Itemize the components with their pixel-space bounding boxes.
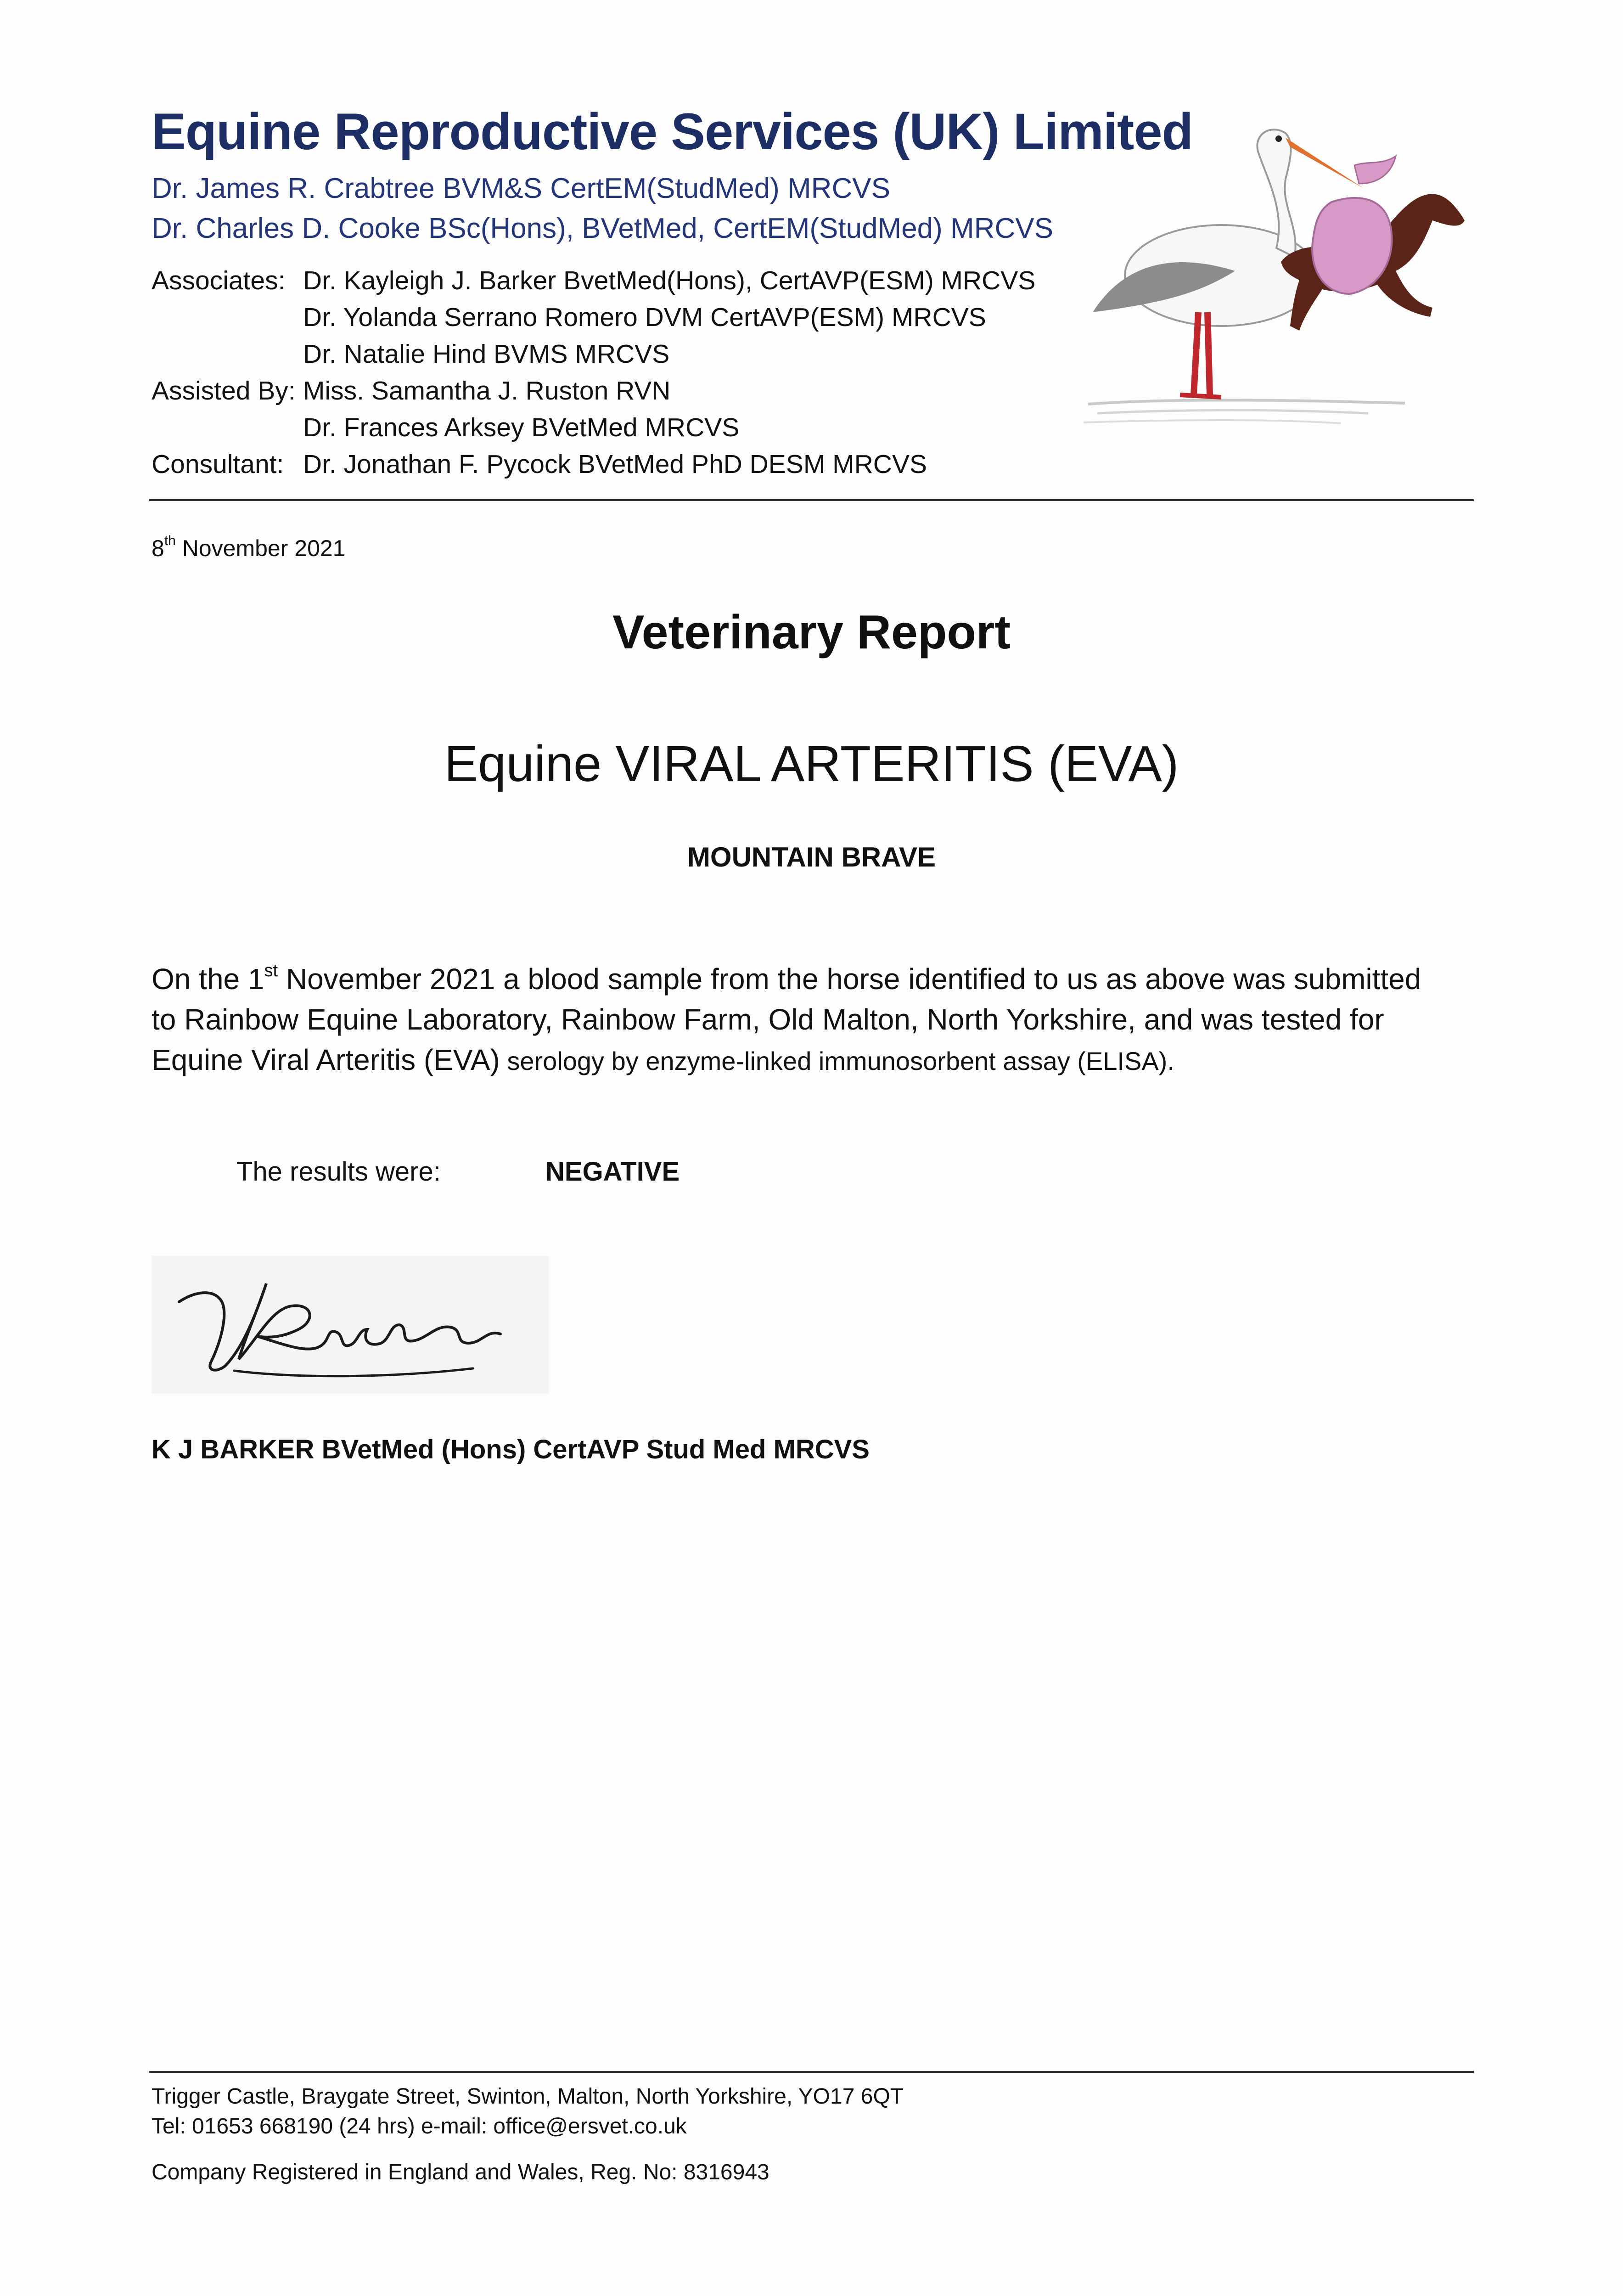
- body-line-1-start: On the 1: [152, 962, 264, 996]
- associate-3: Dr. Natalie Hind BVMS MRCVS: [303, 339, 670, 369]
- body-line-3-start: Equine Viral Arteritis (EVA): [152, 1043, 500, 1076]
- associate-2: Dr. Yolanda Serrano Romero DVM CertAVP(ESM) MRCVS: [303, 303, 986, 332]
- date-rest: November 2021: [175, 535, 346, 561]
- assistant-1: Miss. Samantha J. Ruston RVN: [303, 376, 671, 405]
- date-suffix: th: [164, 533, 176, 548]
- consultant-name: Dr. Jonathan F. Pycock BVetMed PhD DESM MRCVS: [303, 450, 927, 479]
- stork-foal-logo: [1084, 110, 1474, 441]
- date-day: 8: [152, 535, 164, 561]
- company-name: Equine Reproductive Services (UK) Limited: [152, 103, 1193, 160]
- body-line-3-end: serology by enzyme-linked immunosorbent assay (ELISA).: [500, 1047, 1174, 1075]
- associate-1: Dr. Kayleigh J. Barker BvetMed(Hons), CertAVP(ESM) MRCVS: [303, 266, 1036, 295]
- body-line-3: [152, 1040, 1483, 1081]
- header-divider: [149, 499, 1474, 501]
- results-value: NEGATIVE: [545, 1157, 680, 1187]
- footer-contact: Tel: 01653 668190 (24 hrs) e-mail: office@ersvet.co.uk: [152, 2114, 687, 2138]
- report-body: [152, 959, 1483, 1081]
- partner-line-2: Dr. Charles D. Cooke BSc(Hons), BVetMed, CertEM(StudMed) MRCVS: [152, 213, 1053, 244]
- footer-address: Trigger Castle, Braygate Street, Swinton, Malton, North Yorkshire, YO17 6QT: [152, 2084, 904, 2109]
- report-title: Veterinary Report: [612, 606, 1011, 659]
- horse-name: MOUNTAIN BRAVE: [687, 842, 936, 872]
- partner-line-1: Dr. James R. Crabtree BVM&S CertEM(StudMed) MRCVS: [152, 173, 890, 204]
- footer-registration: Company Registered in England and Wales, Reg. No: 8316943: [152, 2160, 769, 2184]
- associates-label: Associates:: [152, 266, 286, 295]
- signature-icon: [152, 1256, 549, 1394]
- assisted-label: Assisted By:: [152, 376, 296, 405]
- report-date: [152, 535, 346, 562]
- signature: [152, 1256, 549, 1394]
- body-line-2: to Rainbow Equine Laboratory, Rainbow Farm, Old Malton, North Yorkshire, and was tested for: [152, 1003, 1384, 1036]
- body-line-1: [152, 959, 1483, 999]
- body-line-1-end: November 2021 a blood sample from the horse identified to us as above was submitted: [278, 962, 1421, 996]
- signatory: K J BARKER BVetMed (Hons) CertAVP Stud Med MRCVS: [152, 1435, 870, 1464]
- ground-shadow-icon: [1084, 400, 1405, 423]
- report-subtitle: Equine VIRAL ARTERITIS (EVA): [444, 736, 1179, 792]
- body-line-1-sup: st: [264, 961, 278, 980]
- assistant-2: Dr. Frances Arksey BVetMed MRCVS: [303, 413, 740, 442]
- footer-divider: [149, 2071, 1474, 2073]
- consultant-label: Consultant:: [152, 450, 284, 479]
- results-label: The results were:: [236, 1157, 441, 1187]
